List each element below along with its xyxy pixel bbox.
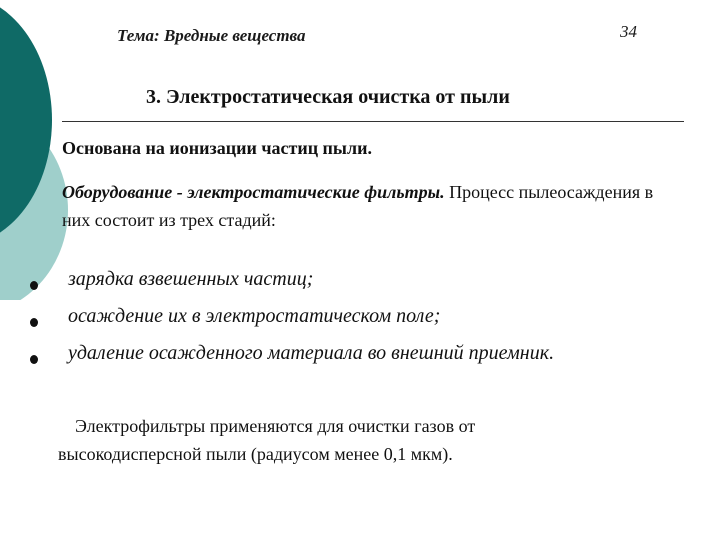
title-divider — [62, 121, 684, 122]
list-item-text: удаление осажденного материала во внешний приемник. — [68, 342, 555, 364]
list-item-text: осаждение их в электростатическом поле; — [68, 305, 441, 327]
bullet-icon — [30, 355, 38, 364]
paragraph-basis: Основана на ионизации частиц пыли. — [62, 138, 372, 158]
page-number: 34 — [620, 22, 637, 41]
bullet-icon — [30, 318, 38, 327]
paragraph-equipment — [62, 178, 662, 234]
list-item — [0, 305, 700, 335]
equipment-emphasis: Оборудование - электростатические фильтры. — [62, 182, 445, 202]
application-note: Электрофильтры применяются для очистки газов от высокодисперсной пыли (радиусом менее 0,1 мкм). — [58, 416, 476, 464]
list-item — [0, 268, 700, 298]
list-item-text: зарядка взвешенных частиц; — [68, 268, 314, 290]
topic-header: Тема: Вредные вещества — [117, 26, 306, 45]
bullet-icon — [30, 281, 38, 290]
list-item — [0, 342, 700, 372]
slide-title: 3. Электростатическая очистка от пыли — [146, 86, 510, 108]
equipment-rest: Процесс пылеосаждения в них состоит из трех стадий: — [62, 182, 654, 230]
